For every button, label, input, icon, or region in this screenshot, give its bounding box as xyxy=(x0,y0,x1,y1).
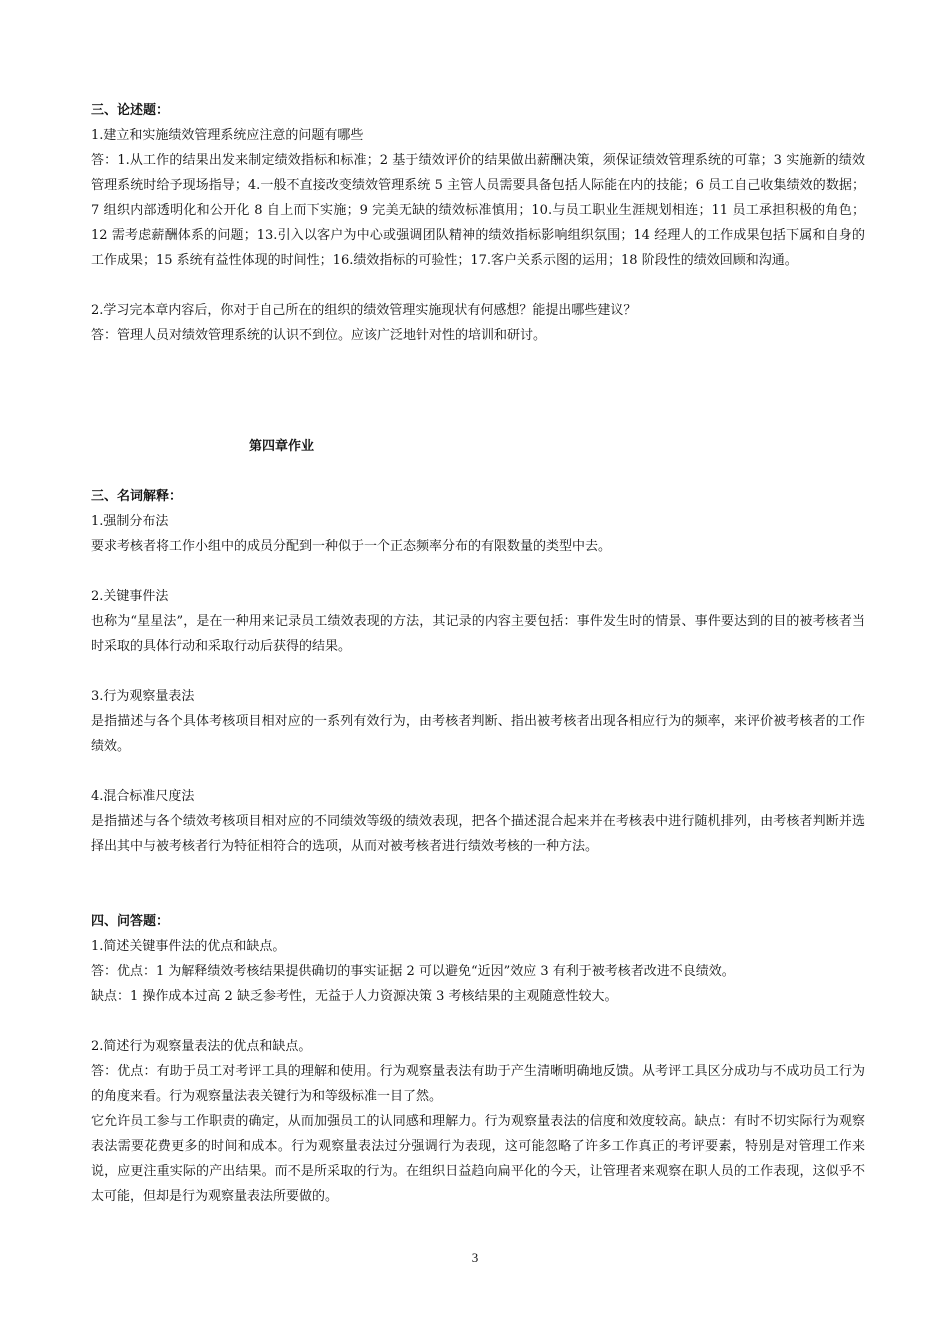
term-3: 3.行为观察量表法 xyxy=(91,689,195,704)
essay-answer-1: 答：1.从工作的结果出发来制定绩效指标和标准；2 基于绩效评价的结果做出薪酬决策，须保证绩效管理系统的可靠；3 实施新的绩效管理系统时给予现场指导；4.一般不直接改变绩效管理系统 5 主管人员需要具备包括人际能在内的技能；6 员工自己收集绩效的数据；7 组织内部透明化和公开化 8 自上而下实施；9 完美无缺的绩效标准慎用；10.与员工职业生涯规划相连；11 员工承担积极的角色；12 需考虑薪酬体系的问题；13.引入以客户为中心或强调团队精神的绩效指标影响组织氛围；14 经理人的工作成果包括下属和自身的工作成果；15 系统有益性体现的时间性；16.绩效指标的可验性；17.客户关系示图的运用；18 阶段性的绩效回顾和沟通。 xyxy=(91,153,865,268)
qa-question-2: 2.简述行为观察量表法的优点和缺点。 xyxy=(91,1039,312,1054)
term-2-definition: 也称为“星星法”，是在一种用来记录员工绩效表现的方法，其记录的内容主要包括：事件发生时的情景、事件要达到的目的被考核者当时采取的具体行动和采取行动后获得的结果。 xyxy=(91,614,865,654)
essay-question-2: 2.学习完本章内容后，你对于自己所在的组织的绩效管理实施现状有何感想？能提出哪些建议？ xyxy=(91,303,637,318)
term-1: 1.强制分布法 xyxy=(91,514,169,529)
qa-answer-2-part-1: 答：优点：有助于员工对考评工具的理解和使用。行为观察量表法有助于产生清晰明确地反馈。从考评工具区分成功与不成功员工行为的角度来看。行为观察量法表关键行为和等级标准一目了然。 xyxy=(91,1064,865,1104)
term-4: 4.混合标准尺度法 xyxy=(91,789,195,804)
qa-answer-1-cons: 缺点：1 操作成本过高 2 缺乏参考性，无益于人力资源决策 3 考核结果的主观随意性较大。 xyxy=(91,989,618,1004)
term-2: 2.关键事件法 xyxy=(91,589,169,604)
qa-answer-1-pros: 答：优点：1 为解释绩效考核结果提供确切的事实证据 2 可以避免“近因”效应 3 有利于被考核者改进不良绩效。 xyxy=(91,964,735,979)
term-1-definition: 要求考核者将工作小组中的成员分配到一种似于一个正态频率分布的有限数量的类型中去。 xyxy=(91,539,612,554)
qa-heading: 四、问答题： xyxy=(91,914,170,929)
page-content xyxy=(91,98,865,1209)
essay-answer-2: 答：管理人员对绩效管理系统的认识不到位。应该广泛地针对性的培训和研讨。 xyxy=(91,328,547,343)
essay-heading: 三、论述题： xyxy=(91,103,170,118)
qa-answer-2-part-2: 它允许员工参与工作职责的确定，从而加强员工的认同感和理解力。行为观察量表法的信度和效度较高。缺点：有时不切实际行为观察表法需要花费更多的时间和成本。行为观察量表法过分强调行为表现，这可能忽略了许多工作真正的考评要素，特别是对管理工作来说，应更注重实际的产出结果。而不是所采取的行为。在组织日益趋向扁平化的今天，让管理者来观察在职人员的工作表现，这似乎不太可能，但却是行为观察量表法所要做的。 xyxy=(91,1114,865,1204)
term-4-definition: 是指描述与各个绩效考核项目相对应的不同绩效等级的绩效表现，把各个描述混合起来并在考核表中进行随机排列，由考核者判断并选择出其中与被考核者行为特征相符合的选项，从而对被考核者进行绩效考核的一种方法。 xyxy=(91,814,865,854)
term-3-definition: 是指描述与各个具体考核项目相对应的一系列有效行为，由考核者判断、指出被考核者出现各相应行为的频率，来评价被考核者的工作绩效。 xyxy=(91,714,865,754)
terms-heading: 三、名词解释： xyxy=(91,489,183,504)
page-number: 3 xyxy=(471,1250,479,1265)
chapter-title: 第四章作业 xyxy=(249,439,315,454)
qa-question-1: 1.简述关键事件法的优点和缺点。 xyxy=(91,939,286,954)
essay-question-1: 1.建立和实施绩效管理系统应注意的问题有哪些 xyxy=(91,128,364,143)
